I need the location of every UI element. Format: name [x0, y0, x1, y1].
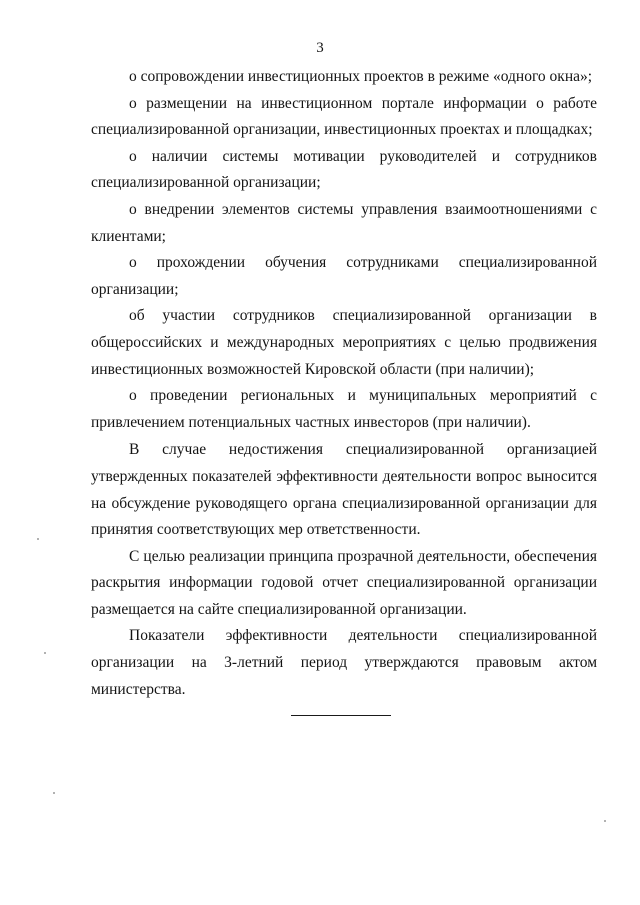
scan-speck: [604, 820, 606, 822]
page-number: 3: [316, 40, 324, 56]
scan-speck: [37, 538, 39, 540]
paragraph-regional-events: о проведении региональных и муниципальных мероприятий с привлечением потенциальных частных инвесторов (при наличии).: [91, 387, 597, 431]
end-divider-line: [291, 715, 391, 716]
paragraph-non-achievement: В случае недостижения специализированной организацией утвержденных показателей эффективности деятельности вопрос выносится на обсуждение руководящего органа специализированной организации для принятия соответствующих мер ответственности.: [91, 441, 597, 539]
paragraph-motivation-system: о наличии системы мотивации руководителей и сотрудников специализированной организации;: [91, 147, 597, 192]
paragraph-events-participation: об участии сотрудников специализированной организации в общероссийских и международных мероприятиях с целью продвижения инвестиционных возможностей Кировской области (при наличии);: [91, 307, 597, 378]
document-body: [91, 64, 597, 703]
scan-speck: [53, 792, 55, 794]
paragraph-performance-indicators: Показатели эффективности деятельности специализированной организации на 3-летний период утверждаются правовым актом министерства.: [91, 627, 597, 698]
scan-speck: [44, 652, 46, 654]
paragraph-staff-training: о прохождении обучения сотрудниками специализированной организации;: [91, 254, 597, 298]
paragraph-transparency: С целью реализации принципа прозрачной деятельности, обеспечения раскрытия информации годовой отчет специализированной организации размещается на сайте специализированной организации.: [91, 547, 597, 618]
paragraph-client-management: о внедрении элементов системы управления взаимоотношениями с клиентами;: [91, 200, 597, 245]
paragraph-portal-info: о размещении на инвестиционном портале информации о работе специализированной организации, инвестиционных проектах и площадках;: [91, 94, 597, 139]
paragraph-investment-support: о сопровождении инвестиционных проектов в режиме «одного окна»;: [129, 68, 593, 85]
